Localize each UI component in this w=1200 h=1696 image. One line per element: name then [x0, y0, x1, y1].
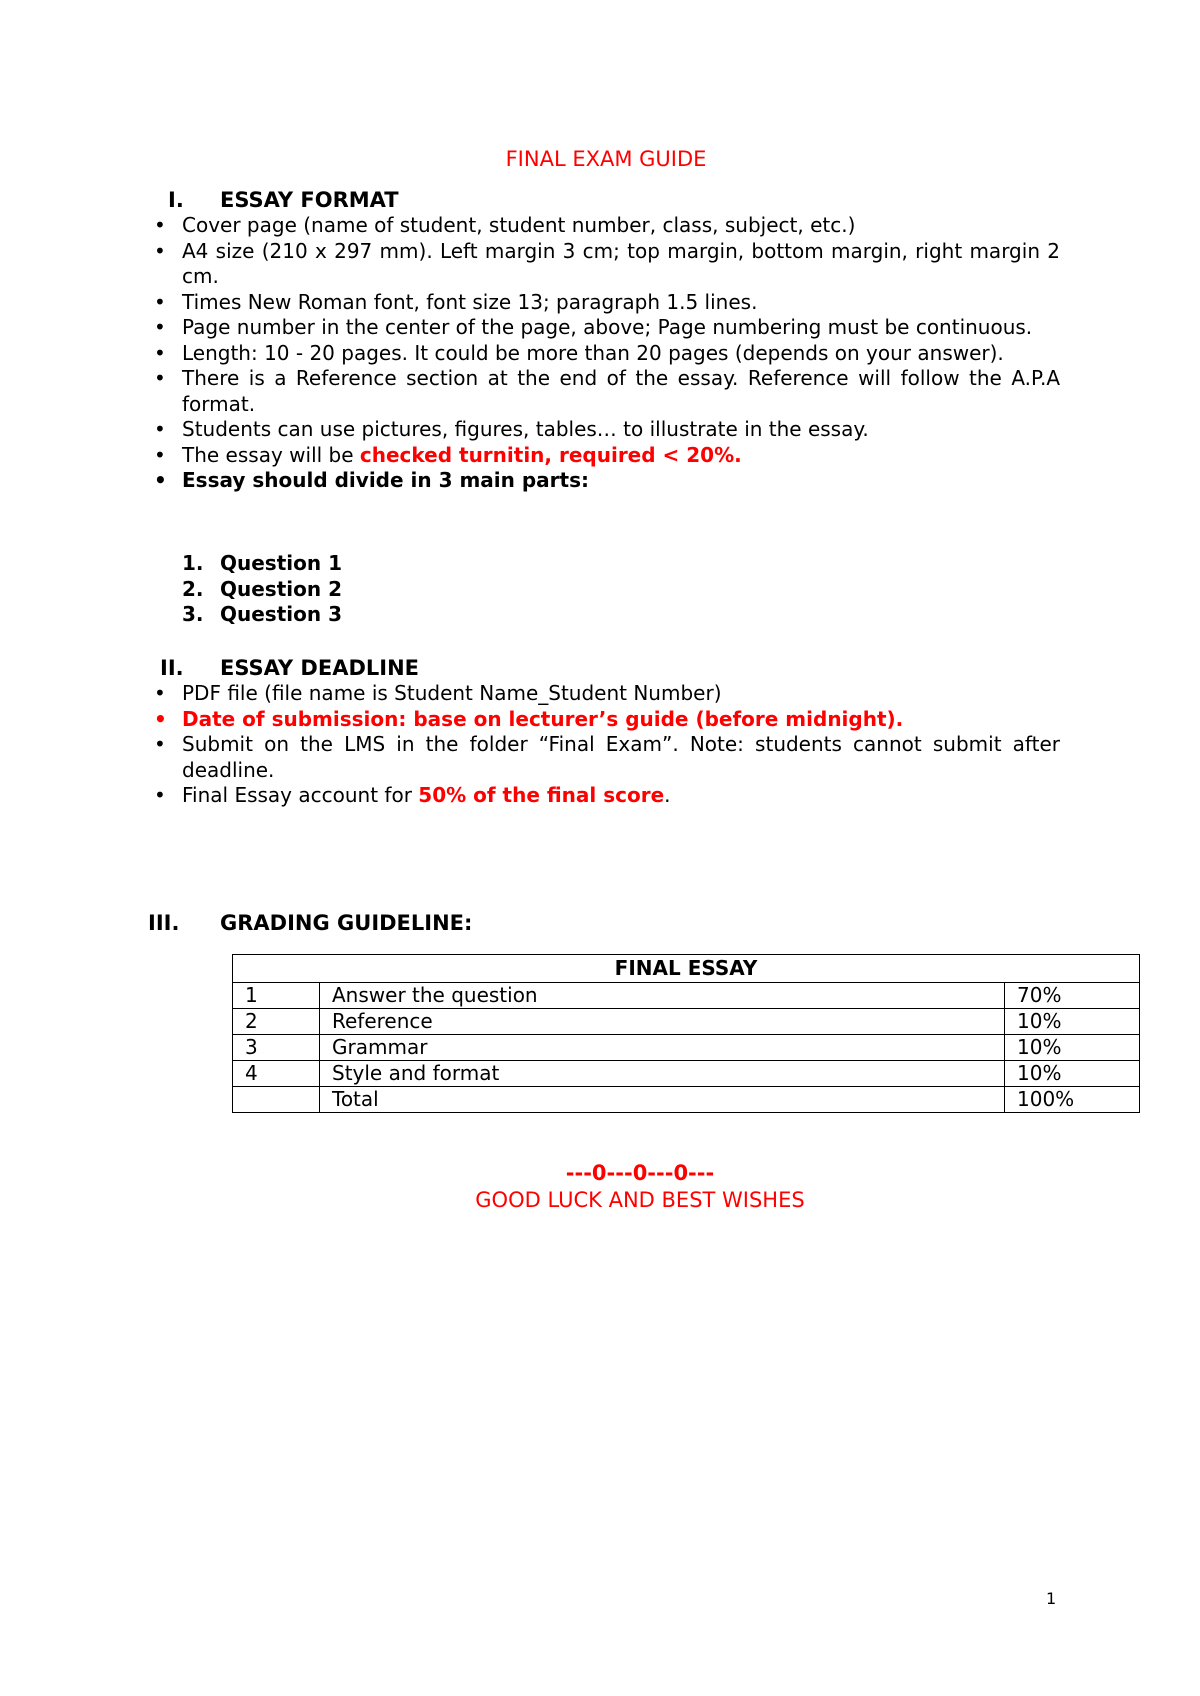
- bullet-icon: •: [154, 468, 167, 492]
- row-number: [233, 1087, 320, 1113]
- table-row: [233, 1061, 1140, 1087]
- section-title: ESSAY DEADLINE: [220, 656, 419, 680]
- bullet-icon: •: [154, 417, 166, 441]
- row-weight: 10%: [1005, 1009, 1140, 1035]
- list-item: • Cover page (name of student, student number, class, subject, etc.): [154, 213, 856, 237]
- section-number: II.: [160, 656, 184, 680]
- list-item: • PDF file (file name is Student Name_Student Number): [154, 681, 722, 705]
- bullet-icon: •: [154, 315, 166, 339]
- row-weight: 70%: [1005, 983, 1140, 1009]
- essay-parts-list: [182, 551, 342, 628]
- closing-wishes: GOOD LUCK AND BEST WISHES: [475, 1188, 805, 1212]
- list-item: 3. Question 3: [182, 602, 342, 626]
- section-number: I.: [168, 188, 184, 212]
- bullet-icon: •: [154, 783, 166, 807]
- bullet-icon: •: [154, 238, 166, 263]
- row-number: 4: [233, 1061, 320, 1087]
- closing-separator: ---0---0---0---: [565, 1161, 715, 1185]
- list-item: 2. Question 2: [182, 576, 342, 601]
- row-criterion: Answer the question: [320, 983, 1005, 1009]
- row-criterion: Total: [320, 1087, 1005, 1113]
- table-row: [233, 1035, 1140, 1061]
- table-header-row: [233, 955, 1140, 983]
- table-row: [233, 983, 1140, 1009]
- bullet-icon: •: [154, 366, 166, 390]
- table-row: [233, 1009, 1140, 1035]
- parts-intro: • Essay should divide in 3 main parts:: [154, 468, 589, 492]
- deadline-bullet-list: [154, 681, 1060, 809]
- list-item: • Students can use pictures, figures, tables… to illustrate in the essay.: [154, 417, 869, 441]
- section-title: GRADING GUIDELINE:: [220, 911, 473, 935]
- bullet-icon: •: [154, 732, 166, 756]
- list-item: • Submit on the LMS in the folder “Final Exam”. Note: students cannot submit after deadline.: [154, 732, 1060, 782]
- list-item: • Times New Roman font, font size 13; paragraph 1.5 lines.: [154, 289, 758, 314]
- table-total-row: [233, 1087, 1140, 1113]
- section-number: III.: [148, 911, 180, 935]
- list-item: 1. Question 1: [182, 551, 342, 575]
- row-weight: 100%: [1005, 1087, 1140, 1113]
- bullet-icon: •: [154, 213, 166, 237]
- grading-table: [232, 954, 1140, 1113]
- page-title: FINAL EXAM GUIDE: [505, 147, 707, 171]
- row-number: 1: [233, 983, 320, 1009]
- table-header: FINAL ESSAY: [233, 955, 1140, 983]
- bullet-icon: •: [154, 442, 166, 467]
- submission-date: • Date of submission: base on lecturer’s guide (before midnight).: [154, 706, 904, 731]
- list-item: • Length: 10 - 20 pages. It could be more than 20 pages (depends on your answer).: [154, 340, 1004, 365]
- format-bullet-list: [154, 213, 1060, 494]
- bullet-icon: •: [154, 340, 166, 365]
- row-criterion: Reference: [320, 1009, 1005, 1035]
- turnitin-requirement: • The essay will be checked turnitin, required < 20%.: [154, 442, 742, 467]
- bullet-icon: •: [154, 289, 166, 314]
- section-title: ESSAY FORMAT: [220, 188, 399, 212]
- turnitin-highlight: checked turnitin, required < 20%.: [359, 442, 742, 467]
- list-item: • A4 size (210 x 297 mm). Left margin 3 cm; top margin, bottom margin, right margin 2 cm.: [154, 238, 1060, 288]
- page-number: 1: [1046, 1589, 1057, 1608]
- bullet-icon: •: [154, 681, 166, 705]
- row-criterion: Grammar: [320, 1035, 1005, 1061]
- score-weight: • Final Essay account for 50% of the final score.: [154, 783, 671, 807]
- list-item: • Page number in the center of the page, above; Page numbering must be continuous.: [154, 315, 1033, 339]
- row-criterion: Style and format: [320, 1061, 1005, 1087]
- list-item: • There is a Reference section at the end of the essay. Reference will follow the A.P.A format.: [154, 366, 1060, 416]
- row-number: 2: [233, 1009, 320, 1035]
- row-weight: 10%: [1005, 1061, 1140, 1087]
- bullet-icon: •: [154, 706, 167, 731]
- row-number: 3: [233, 1035, 320, 1061]
- row-weight: 10%: [1005, 1035, 1140, 1061]
- score-highlight: 50% of the final score: [418, 783, 665, 807]
